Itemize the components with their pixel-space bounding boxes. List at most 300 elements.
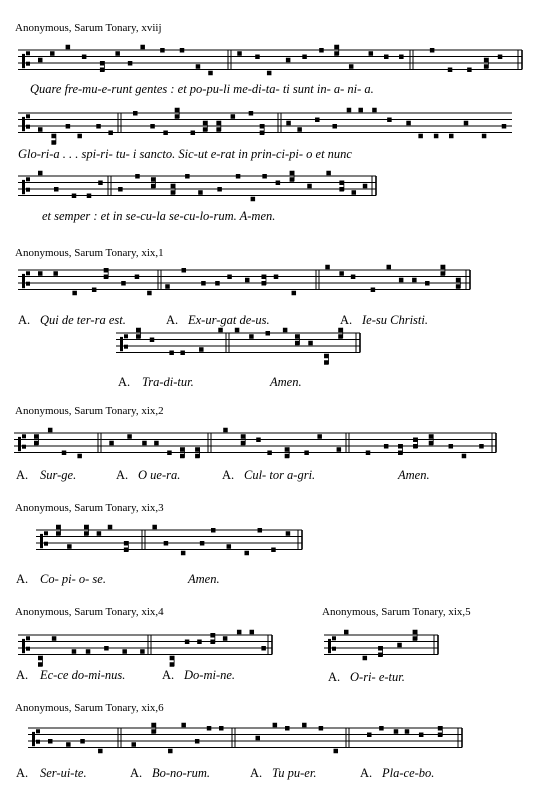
section-heading: Anonymous, Sarum Tonary, xix,5 <box>322 606 471 618</box>
neume <box>267 451 272 456</box>
neume <box>295 341 300 346</box>
neume <box>77 454 82 459</box>
neume <box>98 181 103 186</box>
antiphon-2-text: Do-mi-ne. <box>184 668 236 682</box>
neume <box>203 127 208 132</box>
neume <box>413 438 418 443</box>
neume <box>198 190 203 195</box>
neume <box>104 646 109 651</box>
clef-icon <box>36 740 40 744</box>
antiphon-1-text: Co- pi- o- se. <box>40 572 106 586</box>
neume <box>440 271 445 276</box>
neume <box>241 441 246 446</box>
section-heading: Anonymous, Sarum Tonary, xix,2 <box>15 405 164 417</box>
neume <box>191 131 196 136</box>
neume <box>286 58 291 63</box>
neume <box>34 441 39 446</box>
neume <box>271 548 276 553</box>
neume <box>210 640 215 645</box>
neume <box>456 284 461 289</box>
neume <box>273 723 278 728</box>
antiphon-1-text: Ser-ui-te. <box>40 766 87 780</box>
neume <box>325 265 330 270</box>
neume <box>180 454 185 459</box>
neume <box>369 51 374 56</box>
neume <box>297 127 302 132</box>
clef-icon <box>22 117 25 131</box>
neume <box>181 551 186 556</box>
neume <box>302 55 307 60</box>
neume <box>180 447 185 452</box>
neume <box>82 55 87 60</box>
neume <box>185 174 190 179</box>
clef-icon <box>26 51 30 55</box>
neume <box>324 360 329 365</box>
neume <box>217 187 222 192</box>
neume <box>419 733 424 738</box>
neume <box>290 171 295 176</box>
neume <box>251 197 256 202</box>
neume <box>100 68 105 73</box>
neume <box>237 630 242 635</box>
clef-icon <box>26 125 30 129</box>
neume <box>286 121 291 126</box>
lyric-line: Glo-ri-a . . . spi-ri- tu- i sancto. Sic-ut e-rat in prin-ci-pi- o et nunc <box>18 147 352 161</box>
section-heading: Anonymous, Sarum Tonary, xviij <box>15 22 162 34</box>
neume <box>283 328 288 333</box>
neume <box>237 51 242 56</box>
neume <box>398 451 403 456</box>
neume <box>151 184 156 189</box>
neume <box>124 548 129 553</box>
neume <box>260 131 265 136</box>
neume <box>244 551 249 556</box>
neume <box>430 48 435 53</box>
neume <box>338 328 343 333</box>
antiphon-1-label: A. <box>16 766 29 780</box>
neume <box>302 723 307 728</box>
neume <box>394 729 399 734</box>
neume <box>319 48 324 53</box>
neume <box>196 64 201 69</box>
neume <box>367 733 372 738</box>
neume <box>456 278 461 283</box>
neume <box>363 184 368 189</box>
neume <box>38 662 43 667</box>
neume <box>267 71 272 76</box>
neume <box>165 284 170 289</box>
neume <box>97 531 102 536</box>
antiphon-4-label: A. <box>360 766 373 780</box>
neume <box>170 662 175 667</box>
neume <box>38 127 43 132</box>
neume <box>241 434 246 439</box>
clef-icon <box>26 647 30 651</box>
antiphon-3-label: A. <box>340 313 353 327</box>
neume <box>164 541 169 546</box>
neume <box>203 121 208 126</box>
neume <box>98 749 103 754</box>
neume <box>56 525 61 530</box>
neume <box>227 544 232 549</box>
neume <box>413 636 418 641</box>
clef-icon <box>120 337 123 351</box>
neume <box>66 742 71 747</box>
neume <box>358 108 363 113</box>
neume <box>108 131 113 136</box>
neume <box>449 134 454 139</box>
neume <box>363 656 368 661</box>
neume <box>100 61 105 66</box>
neume <box>150 124 155 129</box>
neume <box>258 528 263 533</box>
neume <box>108 525 113 530</box>
neume <box>304 451 309 456</box>
neume <box>438 733 443 738</box>
clef-icon <box>332 636 336 640</box>
clef-icon <box>22 180 25 194</box>
clef-icon <box>22 639 25 653</box>
neume <box>261 281 266 286</box>
neume <box>127 434 132 439</box>
antiphon-1-label: A. <box>328 670 341 684</box>
neume <box>397 643 402 648</box>
neume <box>326 171 331 176</box>
antiphon-1-label: A. <box>16 572 29 586</box>
antiphon-2-label: A. <box>116 468 129 482</box>
neume <box>152 525 157 530</box>
neume <box>38 656 43 661</box>
antiphon-2-label: A. <box>162 668 175 682</box>
neume <box>201 281 206 286</box>
neume <box>211 528 216 533</box>
clef-icon <box>22 54 25 68</box>
clef-icon <box>44 531 48 535</box>
neume <box>84 525 89 530</box>
neume <box>387 118 392 123</box>
neume <box>48 739 53 744</box>
neume <box>151 723 156 728</box>
neume <box>406 121 411 126</box>
neume <box>77 134 82 139</box>
neume <box>334 45 339 50</box>
clef-icon <box>26 62 30 66</box>
neume <box>118 187 123 192</box>
neume <box>219 726 224 731</box>
neume <box>104 268 109 273</box>
clef-icon <box>124 345 128 349</box>
neume <box>67 544 72 549</box>
neume <box>197 640 202 645</box>
neume <box>180 48 185 53</box>
neume <box>53 271 58 276</box>
neume <box>484 58 489 63</box>
neume <box>479 444 484 449</box>
neume <box>38 271 43 276</box>
neume <box>150 338 155 343</box>
neume <box>319 726 324 731</box>
clef-icon <box>26 188 30 192</box>
neume <box>405 729 410 734</box>
neume <box>317 434 322 439</box>
neume <box>339 187 344 192</box>
neume <box>387 265 392 270</box>
neume <box>199 347 204 352</box>
neume <box>215 281 220 286</box>
neume <box>72 649 77 654</box>
neume <box>170 656 175 661</box>
neume <box>131 742 136 747</box>
neume <box>62 451 66 456</box>
neume <box>256 438 261 443</box>
clef-icon <box>40 534 43 548</box>
amen-text: Amen. <box>270 375 302 389</box>
neume <box>171 190 176 195</box>
neume <box>261 646 266 651</box>
neume <box>344 630 349 635</box>
neume <box>175 108 180 113</box>
neume <box>276 181 281 186</box>
neume <box>266 331 271 336</box>
antiphon-4-text: Pla-ce-bo. <box>382 766 435 780</box>
neume <box>236 174 241 179</box>
neume <box>195 454 200 459</box>
clef-icon <box>124 334 128 338</box>
neume <box>440 265 445 270</box>
clef-icon <box>22 434 26 438</box>
neume <box>379 726 384 731</box>
neume <box>92 288 97 293</box>
neume <box>135 275 140 280</box>
neume <box>261 275 266 280</box>
neume <box>484 64 489 69</box>
neume <box>56 531 61 536</box>
neume <box>315 118 320 123</box>
neume <box>195 447 200 452</box>
clef-icon <box>22 445 26 449</box>
neume <box>438 726 443 731</box>
neume <box>366 451 371 456</box>
neume <box>412 278 417 283</box>
neume <box>249 111 254 116</box>
neume <box>285 447 290 452</box>
neume <box>124 541 129 546</box>
neume <box>429 434 434 439</box>
antiphon-1-text: Qui de ter-ra est. <box>40 313 126 327</box>
neume <box>207 726 212 731</box>
neume <box>96 124 101 129</box>
neume <box>48 428 53 433</box>
antiphon-3-label: A. <box>222 468 235 482</box>
neume <box>482 134 487 139</box>
neume <box>332 124 337 129</box>
section-heading: Anonymous, Sarum Tonary, xix,3 <box>15 502 164 514</box>
neume <box>140 649 145 654</box>
neume <box>425 281 430 286</box>
antiphon-3-text: Ie-su Christi. <box>362 313 428 327</box>
clef-icon <box>44 542 48 546</box>
neume <box>413 444 418 449</box>
neume <box>285 726 290 731</box>
clef-icon <box>36 729 40 733</box>
neume <box>378 646 383 651</box>
neume <box>169 351 174 356</box>
antiphon-2-text: O ue-ra. <box>138 468 181 482</box>
neume <box>154 441 159 446</box>
section-heading: Anonymous, Sarum Tonary, xix,6 <box>15 702 164 714</box>
neume <box>72 291 77 296</box>
antiphon-4-text: Tra-di-tur. <box>142 375 194 389</box>
neume <box>398 444 403 449</box>
neume <box>51 140 56 145</box>
neume <box>195 739 200 744</box>
clef-icon <box>26 271 30 275</box>
neume <box>290 177 295 182</box>
neume <box>256 736 261 741</box>
neume <box>38 58 43 63</box>
neume <box>51 134 56 139</box>
neume <box>218 328 223 333</box>
neume <box>502 124 507 129</box>
neume <box>399 278 404 283</box>
neume <box>80 739 85 744</box>
neume <box>231 114 236 119</box>
antiphon-2-label: A. <box>166 313 179 327</box>
neume <box>434 134 439 139</box>
antiphon-1-label: A. <box>16 668 29 682</box>
neume <box>168 749 173 754</box>
neume <box>418 134 423 139</box>
neume <box>181 723 186 728</box>
clef-icon <box>26 114 30 118</box>
neume <box>86 649 91 654</box>
neume <box>223 636 228 641</box>
neume <box>104 275 109 280</box>
neume <box>260 124 265 129</box>
neume <box>210 633 215 638</box>
neume <box>429 441 434 446</box>
clef-icon <box>26 177 30 181</box>
neume <box>334 51 339 56</box>
neume <box>250 630 255 635</box>
neume <box>72 194 77 199</box>
clef-icon <box>332 647 336 651</box>
neume <box>135 174 140 179</box>
clef-icon <box>18 437 21 451</box>
neume <box>180 351 185 356</box>
clef-icon <box>22 274 25 288</box>
neume <box>142 441 147 446</box>
neume <box>171 184 176 189</box>
neume <box>337 447 342 452</box>
neume <box>307 184 312 189</box>
neume <box>498 55 503 60</box>
neume <box>334 749 339 754</box>
neume <box>352 190 357 195</box>
neume <box>324 354 329 359</box>
clef-icon <box>26 636 30 640</box>
neume <box>286 531 291 536</box>
neume <box>372 108 377 113</box>
antiphon-3-text: Tu pu-er. <box>272 766 317 780</box>
neume <box>34 434 39 439</box>
neume <box>292 291 297 296</box>
neume <box>84 531 89 536</box>
neume <box>136 334 141 339</box>
neume <box>151 729 156 734</box>
amen-text: Amen. <box>398 468 430 482</box>
neume <box>308 341 313 346</box>
amen-text: Amen. <box>188 572 220 586</box>
neume <box>245 278 250 283</box>
neume <box>216 127 221 132</box>
section-heading: Anonymous, Sarum Tonary, xix,4 <box>15 606 164 618</box>
neume <box>52 636 57 641</box>
neume <box>449 444 454 449</box>
neume <box>167 451 172 456</box>
neume <box>200 541 205 546</box>
neume <box>66 124 71 129</box>
neume <box>448 68 453 73</box>
neume <box>339 181 344 186</box>
neume <box>255 55 260 60</box>
neume <box>347 108 352 113</box>
neume <box>399 55 404 60</box>
section-heading: Anonymous, Sarum Tonary, xix,1 <box>15 247 164 259</box>
neume <box>384 444 389 449</box>
neume <box>133 111 138 116</box>
neume <box>54 187 59 192</box>
neume <box>235 328 240 333</box>
neume <box>115 51 120 56</box>
clef-icon <box>328 639 331 653</box>
clef-icon <box>26 282 30 286</box>
neume <box>384 55 389 60</box>
neume <box>147 291 152 296</box>
clef-icon <box>32 732 35 746</box>
neume <box>285 454 290 459</box>
antiphon-4-label: A. <box>118 375 131 389</box>
neume <box>50 51 55 56</box>
neume <box>274 275 279 280</box>
neume <box>351 275 356 280</box>
lyric-line: et semper : et in se-cu-la se-cu-lo-rum. A-men. <box>42 209 276 223</box>
neume <box>378 653 383 658</box>
antiphon-1-label: A. <box>16 468 29 482</box>
neume <box>371 288 376 293</box>
neume <box>151 177 156 182</box>
antiphon-3-text: Cul- tor a-gri. <box>244 468 316 482</box>
neume <box>140 45 145 50</box>
neume <box>128 61 133 66</box>
neume <box>185 640 190 645</box>
neume <box>227 275 232 280</box>
antiphon-2-text: Ex-ur-gat de-us. <box>188 313 270 327</box>
neume <box>462 454 467 459</box>
neume <box>136 328 141 333</box>
neume <box>175 114 180 119</box>
neume <box>295 334 300 339</box>
antiphon-2-text: Bo-no-rum. <box>152 766 210 780</box>
neume <box>338 334 343 339</box>
antiphon-1-text: O-ri- e-tur. <box>350 670 405 684</box>
neume <box>109 441 114 446</box>
neume <box>413 630 418 635</box>
antiphon-2-label: A. <box>130 766 143 780</box>
neume <box>249 334 254 339</box>
antiphon-3-label: A. <box>250 766 263 780</box>
neume <box>262 174 267 179</box>
